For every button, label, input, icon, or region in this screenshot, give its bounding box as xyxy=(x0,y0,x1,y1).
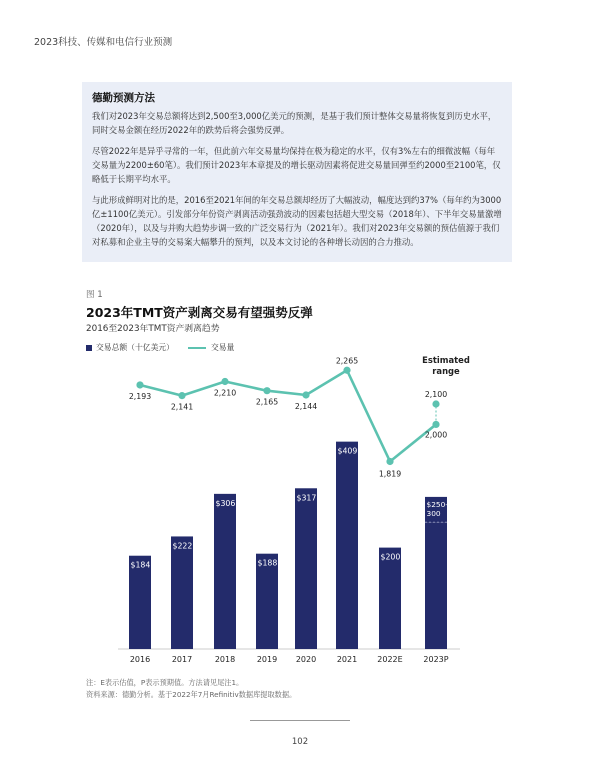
note-line-1: 注：E表示估值，P表示预期值。方法请见尾注1。 xyxy=(86,678,244,687)
x-tick-2023P: 2023P xyxy=(423,655,449,664)
volume-point-2017 xyxy=(178,392,185,399)
chart-subtitle: 2016至2023年TMT资产剥离趋势 xyxy=(86,324,220,334)
methodology-paragraph-2: 尽管2022年是异乎寻常的一年，但此前六年交易量均保持在极为稳定的水平，仅有3%左右的细微波幅（每年交易量为2200±60笔）。我们预计2023年本章提及的增长驱动因素将促进交易量回弹至约2000至2100笔，仅略低于长期平均水平。 xyxy=(92,146,501,184)
bar-label-2023P-range: $250– 300 xyxy=(426,499,450,518)
legend-label-deal-volume: 交易量 xyxy=(210,343,235,352)
methodology-title: 德勤预测方法 xyxy=(92,92,155,104)
volume-point-2020 xyxy=(302,391,309,398)
volume-point-2023P-low xyxy=(432,421,439,428)
volume-point-2023P-high xyxy=(432,400,439,407)
page-header: 2023科技、传媒和电信行业预测 xyxy=(34,37,173,48)
x-tick-2016: 2016 xyxy=(129,655,151,664)
volume-label-2018: 2,210 xyxy=(213,388,237,398)
note-line-2: 资料来源：德勤分析。基于2022年7月Refinitiv数据库提取数据。 xyxy=(86,690,297,699)
volume-point-2019 xyxy=(263,387,270,394)
volume-point-2021 xyxy=(343,367,350,374)
volume-point-2022E xyxy=(386,458,393,465)
annotation-estimated: Estimated xyxy=(422,355,470,365)
x-tick-2021: 2021 xyxy=(336,655,358,664)
volume-label-2017: 2,141 xyxy=(170,402,194,412)
bar-2023P-low xyxy=(425,522,447,649)
volume-point-2016 xyxy=(136,381,143,388)
bar-2021 xyxy=(336,442,358,649)
methodology-paragraph-1: 我们对2023年交易总额将达到2,500至3,000亿美元的预测，是基于我们预计整体交易量将恢复到历史水平，同时交易金额在经历2022年的跌势后将会强势反弹。 xyxy=(92,111,497,135)
bar-2017 xyxy=(171,536,193,649)
volume-label-2019: 2,165 xyxy=(255,397,279,407)
bar-label-2022E: $200 xyxy=(380,552,401,562)
volume-point-2018 xyxy=(221,378,228,385)
bar-label-2019: $188 xyxy=(257,558,278,568)
volume-label-2021: 2,265 xyxy=(335,356,359,366)
bar-2018 xyxy=(214,494,236,649)
methodology-box xyxy=(82,82,512,262)
annotation-range: range xyxy=(432,366,460,376)
x-tick-2020: 2020 xyxy=(295,655,317,664)
bar-2022E xyxy=(379,548,401,649)
methodology-paragraph-3: 与此形成鲜明对比的是，2016至2021年间的年交易总额却经历了大幅波动，幅度达到约37%（每年约为3000亿±1100亿美元）。引发部分年份资产剥离活动强劲波动的因素包括超大型交易（2018年）、下半年交易量激增（2020年），以及与并购大趋势步调一致的广泛交易行为（2021年）。我们对2023年交易额的预估值源于我们对私募和企业主导的交易案大幅攀升的预判，以及本文讨论的各种增长动因的合力推动。 xyxy=(92,195,502,247)
volume-label-2022E: 1,819 xyxy=(378,469,402,479)
volume-label-2016: 2,193 xyxy=(128,391,152,401)
bar-label-2020: $317 xyxy=(296,493,317,503)
bar-2020 xyxy=(295,488,317,649)
bar-label-2017: $222 xyxy=(172,541,193,551)
x-tick-2019: 2019 xyxy=(256,655,278,664)
volume-label-2023P-high: 2,100 xyxy=(424,390,448,399)
chart-title: 2023年TMT资产剥离交易有望强势反弹 xyxy=(86,305,313,320)
legend-label-deal-value: 交易总额（十亿美元） xyxy=(96,343,174,352)
x-tick-2018: 2018 xyxy=(214,655,236,664)
bar-label-2018: $306 xyxy=(215,498,236,508)
divestiture-chart xyxy=(0,340,600,670)
figure-label: 图 1 xyxy=(86,290,103,300)
volume-label-2023P-low: 2,000 xyxy=(424,430,448,440)
bar-label-2016: $184 xyxy=(130,560,151,570)
chart-notes xyxy=(86,677,296,701)
volume-label-2020: 2,144 xyxy=(294,402,318,412)
x-tick-2022E: 2022E xyxy=(377,655,403,664)
bar-label-2021: $409 xyxy=(337,446,358,456)
bar-2019 xyxy=(256,554,278,649)
footer-divider xyxy=(250,720,350,721)
page-number: 102 xyxy=(291,737,309,747)
x-tick-2017: 2017 xyxy=(171,655,193,664)
